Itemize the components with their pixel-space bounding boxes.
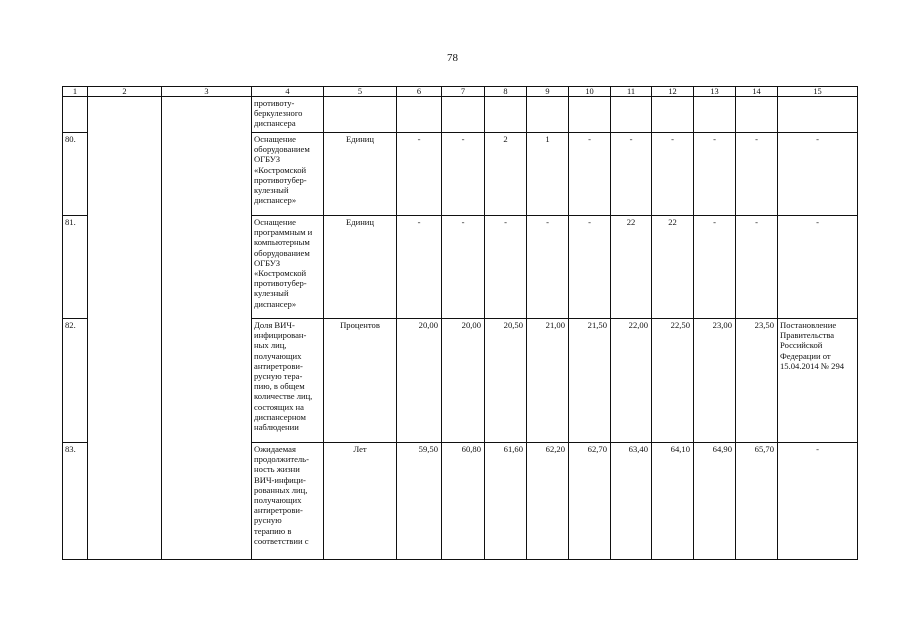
indicator-name-line: «Костромской [254, 268, 307, 279]
header-cell: 1 [63, 87, 88, 97]
indicator-name-line: русную тера- [254, 371, 303, 382]
value-cell: 61,60 [485, 443, 527, 560]
row-number-cell: 82. [63, 319, 88, 443]
source-cell [778, 97, 858, 133]
header-cell: 3 [162, 87, 252, 97]
indicator-name-line: оборудованием [254, 247, 310, 258]
table-row [63, 97, 858, 133]
indicator-name-cell [252, 133, 324, 216]
indicator-name-line: инфицирован- [254, 330, 307, 341]
indicator-name-line: оборудованием [254, 144, 310, 155]
value-cell: 62,70 [569, 443, 611, 560]
value-cell [569, 97, 611, 133]
value-cell [736, 97, 778, 133]
indicator-name-line: Ожидаемая [254, 444, 296, 454]
indicator-name-line: противоту- [254, 98, 295, 108]
value-cell: - [736, 133, 778, 216]
value-cell: - [569, 216, 611, 319]
value-cell [694, 97, 736, 133]
indicator-name-line: ВИЧ-инфици- [254, 474, 306, 485]
row-number-cell: 83. [63, 443, 88, 560]
value-cell: 2 [485, 133, 527, 216]
indicator-name-line: соответствии с [254, 535, 309, 546]
indicator-name-cell [252, 97, 324, 133]
value-cell: 63,40 [611, 443, 652, 560]
value-cell: 64,90 [694, 443, 736, 560]
indicator-name-line: терапию в [254, 525, 292, 536]
source-cell: - [778, 133, 858, 216]
source-line: 15.04.2014 № 294 [780, 360, 845, 371]
value-cell: - [442, 216, 485, 319]
indicator-name-line: ность жизни [254, 464, 300, 475]
value-cell: 64,10 [652, 443, 694, 560]
indicator-name-line: «Костромской [254, 164, 307, 175]
value-cell: - [442, 133, 485, 216]
indicator-name-line: ных лиц, [254, 340, 287, 351]
value-cell: - [485, 216, 527, 319]
unit-cell: Процентов [324, 319, 397, 443]
unit-cell: Единиц [324, 216, 397, 319]
value-cell: - [397, 216, 442, 319]
table-header-row [63, 87, 858, 97]
value-cell: - [694, 216, 736, 319]
source-line: Постановление [780, 320, 837, 330]
indicator-name-cell [252, 216, 324, 319]
indicator-name-line: русную [254, 515, 282, 526]
value-cell [442, 97, 485, 133]
row-number-cell: 80. [63, 133, 88, 216]
value-cell: 20,50 [485, 319, 527, 443]
indicator-name-line: ОГБУЗ [254, 154, 281, 165]
indicator-name-line: Оснащение [254, 217, 296, 227]
indicator-name-line: Оснащение [254, 134, 296, 144]
column-3-cell [162, 97, 252, 560]
indicator-name-line: кулезный [254, 288, 289, 299]
value-cell: - [652, 133, 694, 216]
source-cell: - [778, 216, 858, 319]
value-cell: - [527, 216, 569, 319]
header-cell: 5 [324, 87, 397, 97]
indicator-name-line: Доля ВИЧ- [254, 320, 295, 330]
value-cell: 22,00 [611, 319, 652, 443]
header-cell: 6 [397, 87, 442, 97]
value-cell [397, 97, 442, 133]
indicator-name-cell [252, 319, 324, 443]
indicator-name-cell [252, 443, 324, 560]
value-cell [485, 97, 527, 133]
indicator-name-line: программным и [254, 227, 313, 238]
header-cell: 4 [252, 87, 324, 97]
header-cell: 9 [527, 87, 569, 97]
header-cell: 13 [694, 87, 736, 97]
unit-cell: Лет [324, 443, 397, 560]
value-cell: 65,70 [736, 443, 778, 560]
value-cell: 22,50 [652, 319, 694, 443]
indicator-name-line: компьютерным [254, 237, 310, 248]
header-cell: 10 [569, 87, 611, 97]
header-cell: 14 [736, 87, 778, 97]
indicator-name-line: кулезный [254, 185, 289, 196]
header-cell: 12 [652, 87, 694, 97]
unit-cell: Единиц [324, 133, 397, 216]
row-number-cell [63, 97, 88, 133]
value-cell: 22 [652, 216, 694, 319]
indicator-name-line: противотубер- [254, 174, 307, 185]
header-cell: 11 [611, 87, 652, 97]
indicator-name-line: продолжитель- [254, 454, 309, 465]
indicator-name-line: пию, в общем [254, 381, 305, 392]
value-cell: 62,20 [527, 443, 569, 560]
indicator-name-line: рованных лиц, [254, 484, 308, 495]
indicator-name-line: получающих [254, 495, 302, 506]
value-cell: - [736, 216, 778, 319]
source-line: Федерации от [780, 350, 831, 361]
indicator-name-line: состоящих на [254, 401, 304, 412]
indicator-name-line: получающих [254, 350, 302, 361]
indicator-name-line: антиретрови- [254, 505, 303, 516]
indicator-name-line: количестве лиц, [254, 391, 313, 402]
value-cell: 60,80 [442, 443, 485, 560]
value-cell: - [694, 133, 736, 216]
page-number: 78 [447, 52, 458, 64]
value-cell: 21,00 [527, 319, 569, 443]
header-cell: 8 [485, 87, 527, 97]
value-cell [652, 97, 694, 133]
value-cell: 20,00 [397, 319, 442, 443]
value-cell: - [569, 133, 611, 216]
indicator-name-line: диспансер» [254, 298, 297, 309]
source-line: Правительства [780, 330, 835, 341]
indicator-name-line: беркулезного [254, 108, 303, 119]
header-cell: 15 [778, 87, 858, 97]
value-cell: 59,50 [397, 443, 442, 560]
value-cell [527, 97, 569, 133]
source-cell [778, 319, 858, 443]
indicator-name-line: диспансер» [254, 195, 297, 206]
header-cell: 2 [88, 87, 162, 97]
value-cell: 22 [611, 216, 652, 319]
value-cell: - [611, 133, 652, 216]
value-cell [611, 97, 652, 133]
indicator-name-line: антиретрови- [254, 360, 303, 371]
source-line: Российской [780, 340, 823, 351]
header-cell: 7 [442, 87, 485, 97]
value-cell: 23,00 [694, 319, 736, 443]
value-cell: 20,00 [442, 319, 485, 443]
source-cell: - [778, 443, 858, 560]
value-cell: 1 [527, 133, 569, 216]
column-2-cell [88, 97, 162, 560]
indicator-name-line: диспансерном [254, 411, 306, 422]
indicator-name-line: ОГБУЗ [254, 257, 281, 268]
value-cell: - [397, 133, 442, 216]
unit-cell [324, 97, 397, 133]
indicators-table [62, 86, 858, 560]
row-number-cell: 81. [63, 216, 88, 319]
indicator-name-line: диспансера [254, 118, 296, 129]
indicator-name-line: наблюдении [254, 422, 299, 433]
indicator-name-line: противотубер- [254, 278, 307, 289]
value-cell: 23,50 [736, 319, 778, 443]
value-cell: 21,50 [569, 319, 611, 443]
